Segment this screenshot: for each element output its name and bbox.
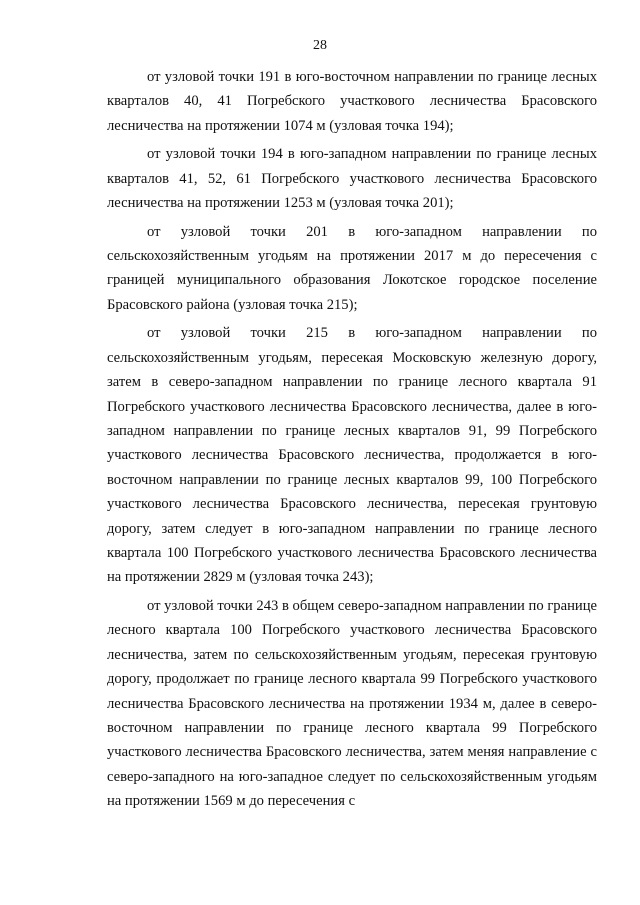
paragraph: от узловой точки 215 в юго-западном направлении по сельскохозяйственным угодьям, пересекая Московскую железную дорогу, затем в северо-западном направлении по границе лесного квартала 91 Погребского участкового лесничества Брасовского лесничества, далее в юго-западном направлении по границе лесных кварталов 91, 99 Погребского участкового лесничества Брасовского лесничества, продолжается в юго-восточном направлении по границе лесных кварталов 99, 100 Погребского участкового лесничества Брасовского лесничества, пересекая грунтовую дорогу, затем следует в юго-западном направлении по границе лесного квартала 100 Погребского участкового лесничества Брасовского лесничества на протяжении 2829 м (узловая точка 243); xyxy=(107,325,597,586)
paragraph: от узловой точки 191 в юго-восточном направлении по границе лесных кварталов 40, 41 Погребского участкового лесничества Брасовского лесничества на протяжении 1074 м (узловая точка 194); xyxy=(107,69,597,134)
paragraph: от узловой точки 243 в общем северо-западном направлении по границе лесного квартала 100 Погребского участкового лесничества Брасовского лесничества, затем по сельскохозяйственным угодьям, пересекая грунтовую дорогу, продолжает по границе лесного квартала 99 Погребского участкового лесничества Брасовского лесничества на протяжении 1934 м, далее в северо-восточном направлении по границе лесного квартала 99 Погребского участкового лесничества Брасовского лесничества, затем меняя направление с северо-западного на юго-западное следует по сельскохозяйственным угодьям на протяжении 1569 м до пересечения с xyxy=(107,597,597,810)
paragraph: от узловой точки 201 в юго-западном направлении по сельскохозяйственным угодьям на протяжении 2017 м до пересечения с границей муниципального образования Локотское городское поселение Брасовского района (узловая точка 215); xyxy=(107,223,597,313)
paragraph: от узловой точки 194 в юго-западном направлении по границе лесных кварталов 41, 52, 61 Погребского участкового лесничества Брасовского лесничества на протяжении 1253 м (узловая точка 201); xyxy=(107,146,597,212)
document-body xyxy=(107,65,597,814)
page-number: 28 xyxy=(313,38,327,53)
